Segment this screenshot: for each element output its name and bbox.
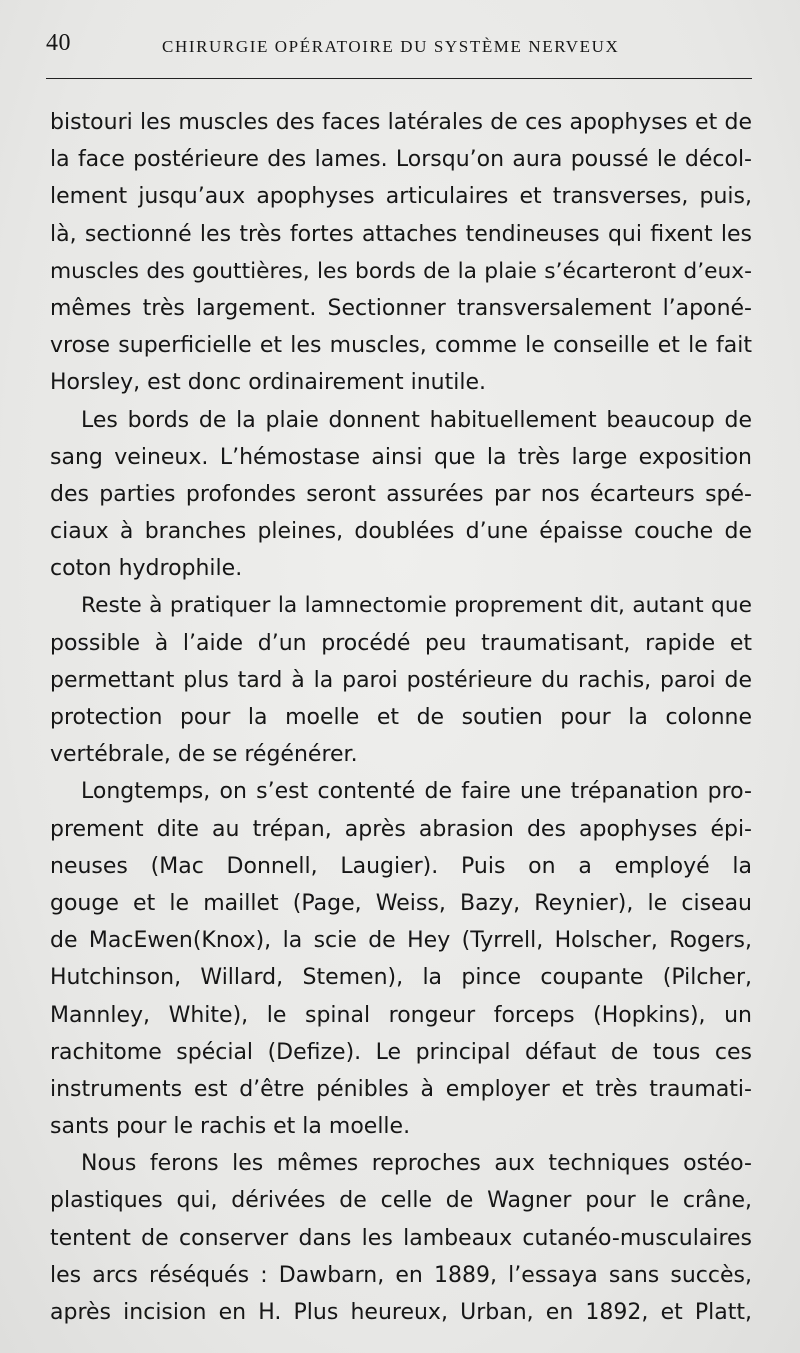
text-line: lement jusqu’aux apophyses articulaires et transverses, puis, — [50, 184, 752, 210]
text-line: après incision en H. Plus heureux, Urban, en 1892, et Platt, — [50, 1300, 752, 1325]
page-number: 40 — [46, 30, 71, 56]
text-line: neuses (Mac Donnell, Laugier). Puis on a employé la — [50, 853, 752, 879]
text-line: les arcs réséqués : Dawbarn, en 1889, l’essaya sans succès, — [50, 1262, 752, 1288]
text-line: instruments est d’être pénibles à employer et très traumati- — [50, 1076, 752, 1102]
text-line: mêmes très largement. Sectionner transversalement l’aponé- — [50, 295, 752, 321]
page-header — [46, 30, 752, 64]
text-line: tentent de conserver dans les lambeaux cutanéo-musculaires — [50, 1225, 752, 1251]
text-line: sang veineux. L’hémostase ainsi que la très large exposition — [50, 444, 752, 470]
text-line: Reste à pratiquer la lamnectomie proprement dit, autant que — [81, 593, 752, 619]
text-line: coton hydrophile. — [50, 556, 243, 582]
text-line: bistouri les muscles des faces latérales de ces apophyses et de — [50, 110, 752, 135]
text-line: Longtemps, on s’est contenté de faire une trépanation pro- — [81, 779, 752, 805]
text-line: Mannley, White), le spinal rongeur forceps (Hopkins), un — [50, 1002, 752, 1028]
body-text — [50, 104, 752, 1331]
text-line: protection pour la moelle et de soutien pour la colonne — [50, 705, 752, 730]
text-line: de MacEwen(Knox), la scie de Hey (Tyrrell, Holscher, Rogers, — [50, 928, 752, 954]
text-line: Hutchinson, Willard, Stemen), la pince coupante (Pilcher, — [50, 965, 752, 991]
header-rule — [46, 78, 752, 79]
text-line: rachitome spécial (Defize). Le principal défaut de tous ces — [50, 1039, 752, 1065]
text-line: muscles des gouttières, les bords de la plaie s’écarteront d’eux- — [50, 258, 752, 284]
running-title: CHIRURGIE OPÉRATOIRE DU SYSTÈME NERVEUX — [162, 37, 620, 56]
text-line: Horsley, est donc ordinairement inutile. — [50, 370, 486, 396]
text-line: plastiques qui, dérivées de celle de Wagner pour le crâne, — [50, 1188, 752, 1214]
text-line: vertébrale, de se régénérer. — [50, 742, 358, 768]
text-line: possible à l’aide d’un procédé peu traumatisant, rapide et — [50, 630, 752, 656]
text-line: là, sectionné les très fortes attaches tendineuses qui fixent les — [50, 221, 752, 247]
text-line: gouge et le maillet (Page, Weiss, Bazy, Reynier), le ciseau — [50, 890, 752, 916]
text-line: sants pour le rachis et la moelle. — [50, 1114, 411, 1140]
text-line: prement dite au trépan, après abrasion des apophyses épi- — [50, 816, 752, 842]
text-line: des parties profondes seront assurées par nos écarteurs spé- — [50, 481, 752, 507]
text-line: ciaux à branches pleines, doublées d’une épaisse couche de — [50, 519, 752, 545]
text-line: Nous ferons les mêmes reproches aux techniques ostéo- — [81, 1151, 752, 1177]
text-line: permettant plus tard à la paroi postérieure du rachis, paroi de — [50, 667, 752, 693]
text-line: vrose superficielle et les muscles, comme le conseille et le fait — [50, 333, 752, 359]
text-line: la face postérieure des lames. Lorsqu’on aura poussé le décol- — [50, 147, 752, 173]
text-line: Les bords de la plaie donnent habituellement beaucoup de — [81, 407, 752, 433]
